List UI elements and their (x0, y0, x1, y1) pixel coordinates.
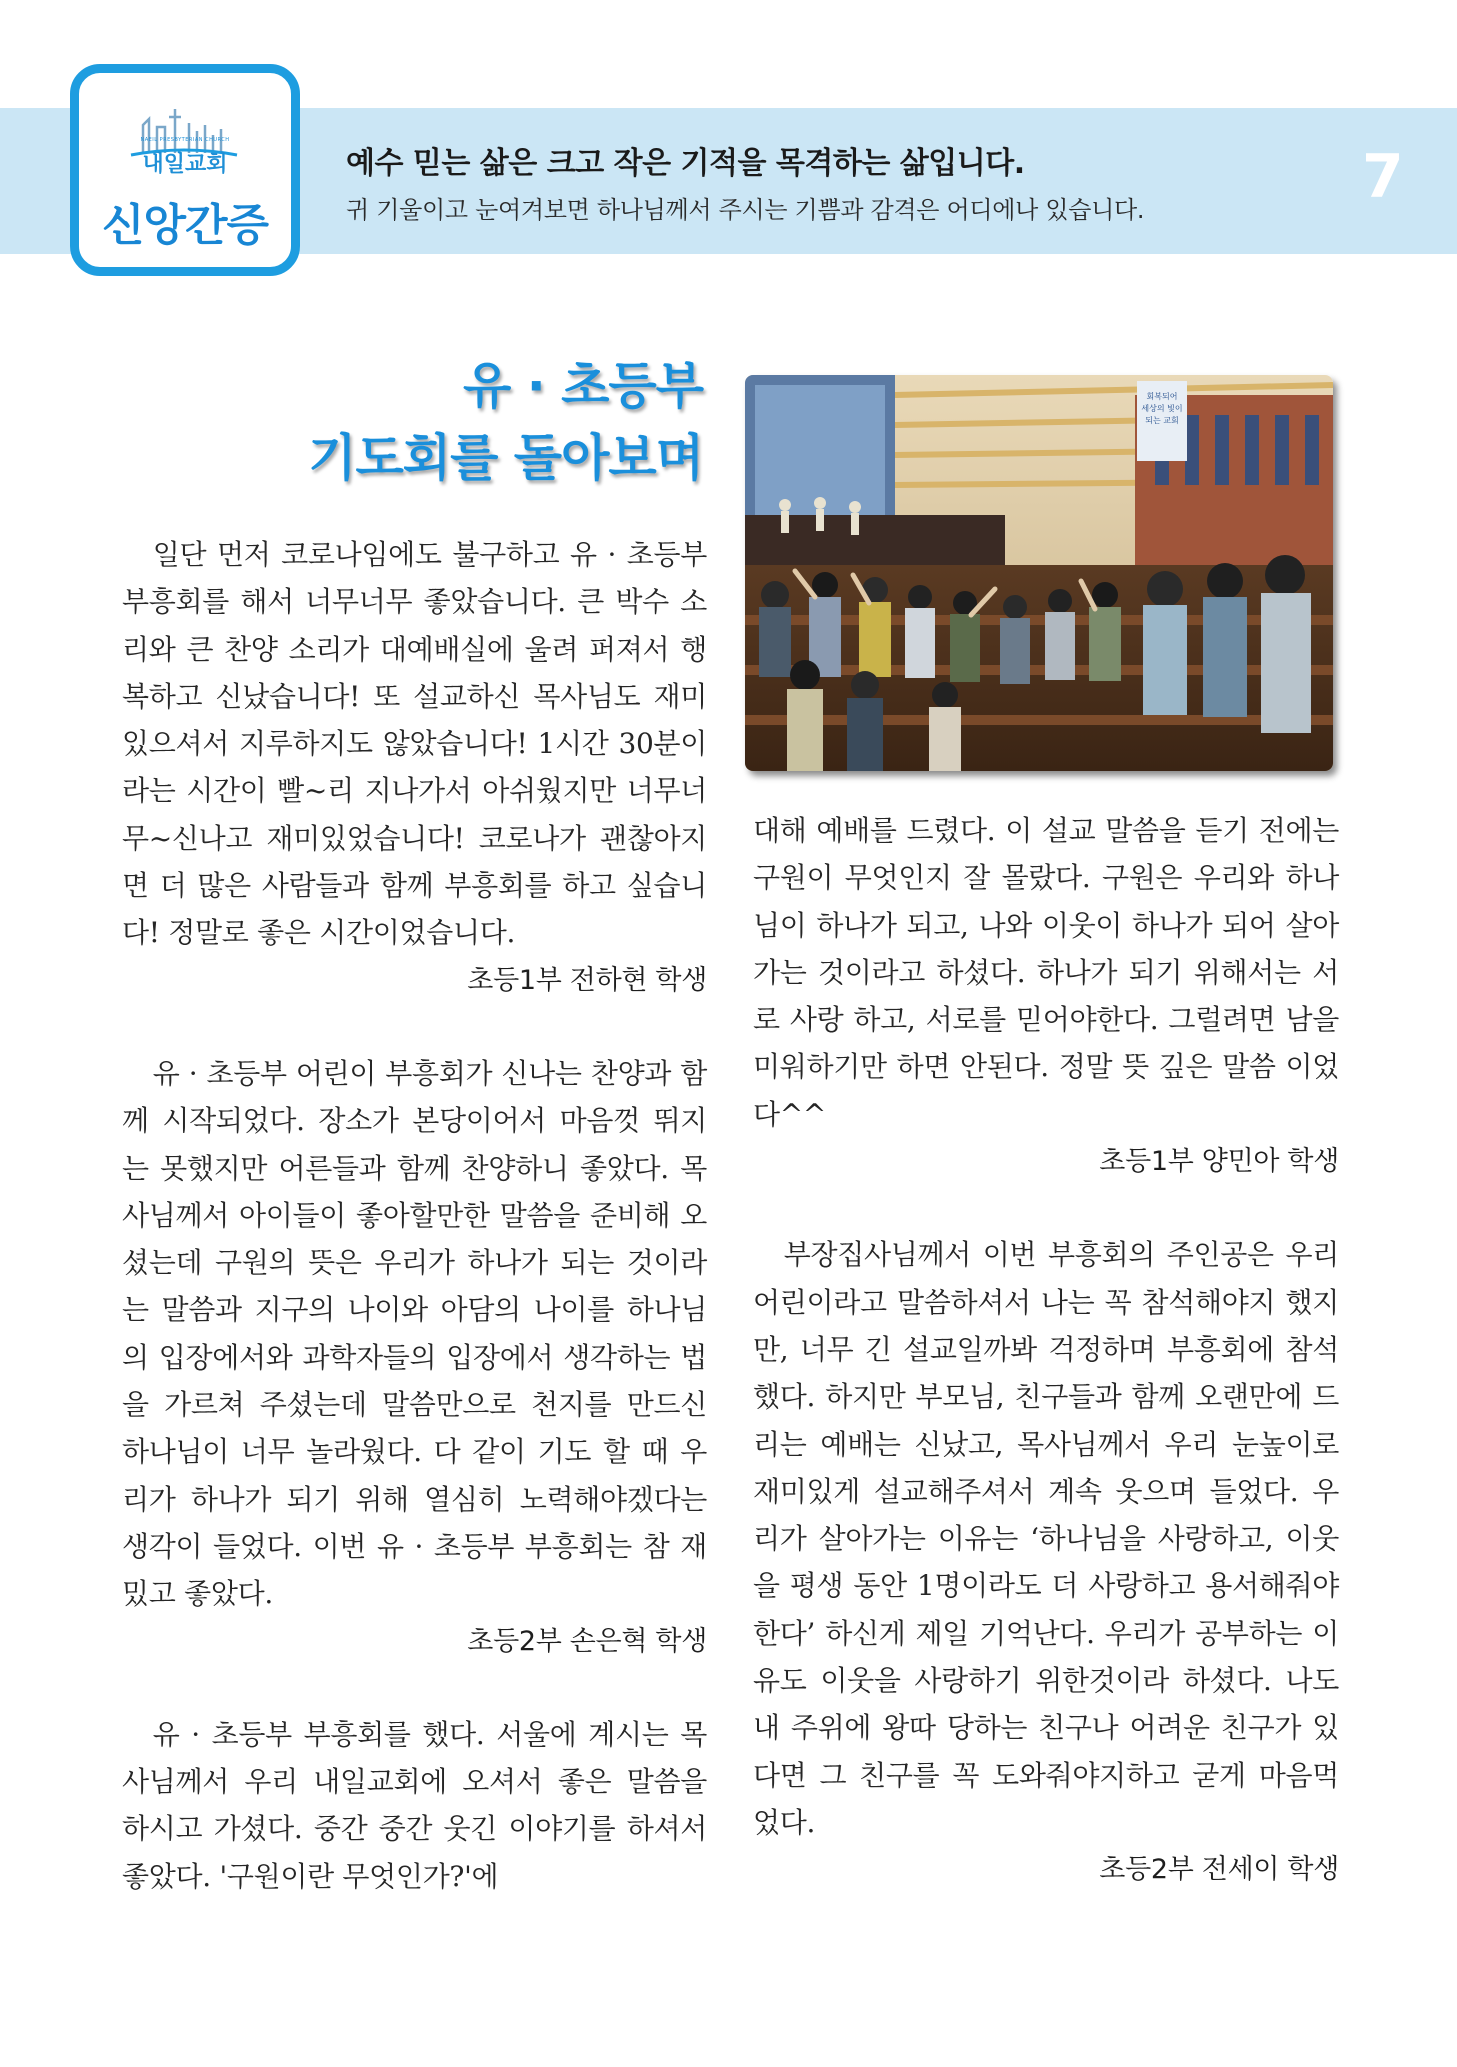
testimony-4-author: 초등2부 전세이 학생 (1099, 1854, 1339, 1886)
testimony-2-author: 초등2부 손은혁 학생 (467, 1625, 707, 1657)
worship-photo (745, 375, 1333, 771)
worship-scene-image (745, 375, 1333, 771)
left-column (122, 531, 707, 1900)
testimony-3-author: 초등1부 양민아 학생 (1099, 1146, 1339, 1178)
banner-text-2: 세상의 빛이 (1141, 404, 1183, 413)
right-column (753, 807, 1339, 1894)
testimony-1-author: 초등1부 전하현 학생 (467, 964, 707, 996)
logo-subtext: NAEIL PRESBYTERIAN CHURCH (140, 137, 230, 143)
article-title-line1: 유 · 초등부 (462, 357, 703, 415)
testimony-3-text-start: 유 · 초등부 부흥회를 했다. 서울에 계시는 목사님께서 우리 내일교회에 오셔서 좋은 말씀을 하시고 가셨다. 중간 중간 웃긴 이야기를 하셔서 좋았다. '구원이란 무엇인가?'에 (122, 1717, 707, 1893)
banner-text-1: 회복되어 (1146, 392, 1178, 401)
testimony-2-text: 유 · 초등부 어린이 부흥회가 신나는 찬양과 함께 시작되었다. 장소가 본당이어서 마음껏 뛰지는 못했지만 어른들과 함께 찬양하니 좋았다. 목사님께서 아이들이 좋아할만한 말씀을 준비해 오셨는데 구원의 뜻은 우리가 하나가 되는 것이라는 말씀과 지구의 나이와 아담의 나이를 하나님의 입장에서와 과학자들의 입장에서 생각하는 법을 가르쳐 주셨는데 말씀만으로 천지를 만드신 하나님이 너무 놀라웠다. 다 같이 기도 할 때 우리가 하나가 되기 위해 열심히 노력해야겠다는 생각이 들었다. 이번 유 · 초등부 부흥회는 참 재밌고 좋았다. (122, 1056, 707, 1611)
section-badge (70, 64, 300, 276)
testimony-3-text-end: 대해 예배를 드렸다. 이 설교 말씀을 듣기 전에는 구원이 무엇인지 잘 몰랐다. 구원은 우리와 하나님이 하나가 되고, 나와 이웃이 하나가 되어 살아가는 것이라고 하셨다. 하나가 되기 위해서는 서로 사랑 하고, 서로를 믿어야한다. 그럴려면 남을 미워하기만 하면 안된다. 정말 뜻 깊은 말씀 이었다^^ (753, 814, 1339, 1131)
testimony-1-text: 일단 먼저 코로나임에도 불구하고 유 · 초등부 부흥회를 해서 너무너무 좋았습니다. 큰 박수 소리와 큰 찬양 소리가 대예배실에 울려 퍼져서 행복하고 신났습니다! 또 설교하신 목사님도 재미있으셔서 지루하지도 않았습니다! 1시간 30분이라는 시간이 빨~리 지나가서 아쉬웠지만 너무너무~신나고 재미있었습니다! 코로나가 괜찮아지면 더 많은 사람들과 함께 부흥회를 하고 싶습니다! 정말로 좋은 시간이었습니다. (122, 538, 707, 950)
page-number: 7 (1362, 142, 1404, 212)
testimony-4-text: 부장집사님께서 이번 부흥회의 주인공은 우리 어린이라고 말씀하셔서 나는 꼭 참석해야지 했지만, 너무 긴 설교일까봐 걱정하며 부흥회에 참석했다. 하지만 부모님, 친구들과 함께 오랜만에 드리는 예배는 신났고, 목사님께서 우리 눈높이로 재미있게 설교해주셔서 계속 웃으며 들었다. 우리가 살아가는 이유는 ‘하나님을 사랑하고, 이웃을 평생 동안 1명이라도 더 사랑하고 용서해줘야한다’ 하신게 제일 기억난다. 우리가 공부하는 이유도 이웃을 사랑하기 위한것이라 하셨다. 나도 내 주위에 왕따 당하는 친구나 어려운 친구가 있다면 그 친구를 꼭 도와줘야지하고 굳게 마음먹었다. (753, 1238, 1339, 1839)
tagline: 예수 믿는 삶은 크고 작은 기적을 목격하는 삶입니다. (346, 146, 1025, 181)
article-title-line2: 기도회를 돌아보며 (308, 429, 703, 487)
article-title (308, 350, 703, 494)
subtagline: 귀 기울이고 눈여겨보면 하나님께서 주시는 기쁨과 감격은 어디에나 있습니다. (346, 196, 1145, 224)
banner-text-3: 되는 교회 (1145, 416, 1179, 425)
section-title: 신앙간증 (101, 200, 268, 251)
logo-text: 내일교회 (142, 152, 228, 177)
